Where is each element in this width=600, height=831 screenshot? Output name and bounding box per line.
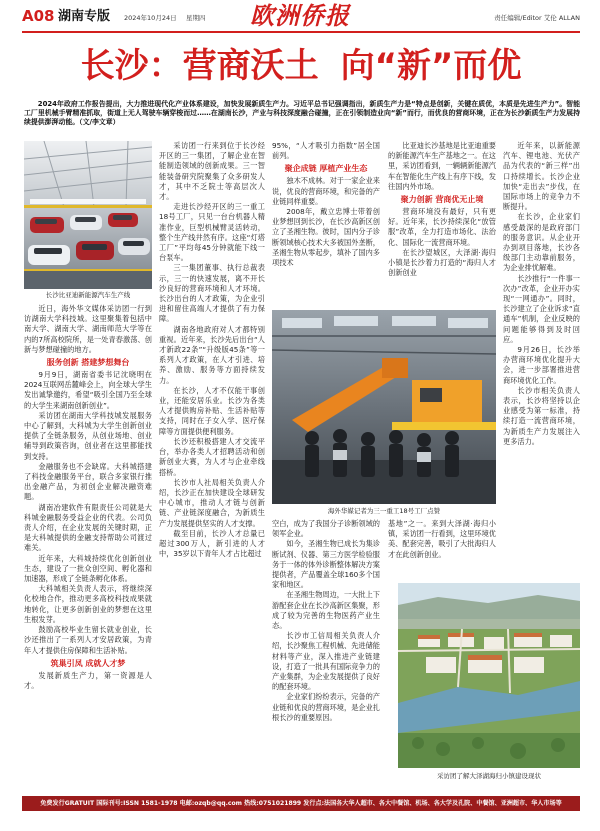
article-paragraph: 长沙市工信局相关负责人介绍，长沙聚焦工程机械、先进储能材料等产业，深入推进产业链建设，打造了一批具有国际竞争力的产业集群，为企业发展提供了良好的配套环境。 <box>272 631 380 692</box>
section-subheading: 筑巢引凤 成就人才梦 <box>50 658 126 668</box>
article-paragraph: 截至目前，长沙人才总量已超过300万人，新引进的人才中，35岁以下青年人才占比超过 <box>159 528 265 559</box>
article-column-2 <box>159 141 265 792</box>
headline-main: 长沙：营商沃土 <box>80 46 319 86</box>
headline-sub: 向“新”而优 <box>340 46 522 86</box>
article-paragraph: 9月26日，长沙举办营商环境优化提升大会，进一步部署推进营商环境优化工作。 <box>503 345 580 385</box>
article-paragraph: 近日，海外华文媒体采访团一行到访湖南大学科技城。这里聚集着包括中南大学、湖南大学、湖南师范大学等在内的7所高校院所，是一处青春激荡、创新与梦想碰撞的地方。 <box>24 304 152 354</box>
section-name: 湖南专版 <box>58 9 111 24</box>
article-paragraph: 采访团在湖南大学科技城发展服务中心了解到，大科城为大学生创新创业提供了全链条服务，从创业场地、创业辅导到政策咨询，创业者在这里都能找到支持。 <box>24 410 152 461</box>
article-column-3-top <box>272 141 380 306</box>
factory-visit-image <box>272 310 496 504</box>
article-paragraph: 基地”之一。来到大泽湖·海归小镇，采访团一行看到，这里环境优美、配套完善，吸引了大批海归人才在此创新创业。 <box>388 519 496 559</box>
article-paragraph: 企业家们纷纷表示，完备的产业链和优良的营商环境，是企业扎根长沙的重要原因。 <box>272 692 380 722</box>
section-subheading: 服务创新 搭建梦想舞台 <box>46 358 130 368</box>
factory-line-image <box>24 141 152 289</box>
article-paragraph: 在长沙，企业家们感受最深的是政府部门的服务意识。从企业开办到项目落地，长沙各级部门主动靠前服务，为企业排忧解难。 <box>503 212 580 273</box>
photo-caption: 采访团了解大泽湖海归小镇建设现状 <box>437 772 541 780</box>
article-paragraph: 湖南各地政府对人才都特别重视。近年来，长沙先后出台“人才新政22条”“升级版45条”等一系列人才政策，在人才引进、培养、激励、服务等方面持续发力。 <box>159 324 265 385</box>
article-paragraph: 如今，圣湘生物已成长为集诊断试剂、仪器、第三方医学检验服务于一体的体外诊断整体解决方案提供者，产品覆盖全球160多个国家和地区。 <box>272 539 380 590</box>
article-column-3-bottom <box>272 519 380 792</box>
article-paragraph: 长沙市相关负责人表示，长沙将坚持以企业感受为第一标准，持续打造一流营商环境，为新质生产力发展注入更多活力。 <box>503 385 580 446</box>
photo-dazehu-town <box>398 583 580 768</box>
article-paragraph: 2008年，戴立忠博士带着创业梦想回到长沙，在长沙高新区创立了圣湘生物。彼时，国内分子诊断领域核心技术大多被国外垄断，圣湘生物从零起步，填补了国内多项技术 <box>272 207 380 268</box>
article-paragraph: 9月9日，湖南省委书记沈晓明在2024互联网岳麓峰会上，向全球大学生发出诚挚邀约，希望“吸引全国乃至全球的大学生来湖南创新创业”。 <box>24 370 152 410</box>
article-paragraph: 发展新质生产力，第一资源是人才。 <box>24 670 152 690</box>
article-paragraph: 采访团一行来到位于长沙经开区的三一集团，了解企业在智能制造领域的创新成果。三一智能装备研究院聚集了众多研发人才，其中不乏院士等高层次人才。 <box>159 141 265 202</box>
article-column-4-top <box>388 141 496 306</box>
section-subheading: 聚力创新 营商优无止境 <box>400 195 484 205</box>
article-column-1 <box>24 304 152 792</box>
article-paragraph: 独木不成林。对于一家企业来说，优良的营商环境，和完备的产业链同样重要。 <box>272 176 380 206</box>
page-number: A08 <box>22 7 55 25</box>
issue-date: 2024年10月24日 <box>124 14 177 22</box>
article-paragraph: 在长沙望城区，大泽湖·海归小镇是长沙着力打造的“海归人才创新创业 <box>388 247 496 278</box>
photo-caption: 长沙比亚迪新能源汽车生产线 <box>45 291 131 299</box>
article-paragraph: 95%，“人才吸引力指数”居全国前列。 <box>272 141 380 161</box>
article-paragraph: 长沙还积极搭建人才交流平台，举办各类人才招聘活动和创新创业大赛，为人才与企业牵线搭桥。 <box>159 436 265 477</box>
editor-credit: 责任编辑/Editor 艾伦 ALLAN <box>494 14 580 22</box>
issue-weekday: 星期四 <box>186 14 206 22</box>
article-paragraph: 长沙推行“一件事一次办”改革，企业开办实现“一网通办”。同时，长沙建立了企业诉求“直通车”机制，企业反映的问题能够得到及时回应。 <box>503 273 580 344</box>
newspaper-logo: 欧洲侨报 <box>250 1 350 30</box>
article-paragraph: 湖南冶建软件有限责任公司就是大科城金融服务受益企业的代表。公司负责人介绍，在企业发展的关键时期，正是大科城提供的金融支持帮助公司渡过难关。 <box>24 502 152 553</box>
article-paragraph: 鼓励高校毕业生留长就业创业，长沙还推出了一系列人才安居政策，为青年人才提供住房保障和生活补贴。 <box>24 625 152 655</box>
photo-byd-production-line <box>24 141 152 289</box>
footer-publication-info: 免费发行GRATUIT 国际刊号:ISSN 1581-1978 电邮:ozqb@qq.com 热线:0751021899 发行点:法国各大华人超市、各大中餐馆、机场、各大学及孔院、中餐馆、亚洲超市、华人市场等 <box>22 796 580 811</box>
article-paragraph: 空白，成为了我国分子诊断领域的领军企业。 <box>272 519 380 539</box>
article-paragraph: 在圣湘生物周边，一大批上下游配套企业在长沙高新区集聚，形成了较为完善的生物医药产业生态。 <box>272 590 380 631</box>
article-paragraph: 大科城相关负责人表示，将继续深化校地合作，推动更多高校科技成果就地转化，让更多创新创业的梦想在这里生根发芽。 <box>24 584 152 624</box>
article-paragraph: 近年来，以新能源汽车、锂电池、光伏产品为代表的“新三样”出口持续增长。长沙企业加快“走出去”步伐，在国际市场上的竞争力不断提升。 <box>503 141 580 212</box>
aerial-town-image <box>398 583 580 768</box>
article-paragraph: 营商环境没有最好，只有更好。近年来，长沙持续深化“放管服”改革，全力打造市场化、法治化、国际化一流营商环境。 <box>388 207 496 247</box>
article-paragraph: 比亚迪长沙基地是比亚迪重要的新能源汽车生产基地之一。在这里，采访团看到，一辆辆新能源汽车在智能化生产线上有序下线，发往国内外市场。 <box>388 141 496 191</box>
section-subheading: 聚企成链 厚植产业生态 <box>284 164 368 174</box>
photo-caption: 海外华媒记者为三一重工18号工厂点赞 <box>327 507 441 515</box>
article-paragraph: 长沙市人社局相关负责人介绍，长沙正在加快建设全球研发中心城市，推动人才链与创新链、产业链深度融合，为新质生产力发展提供坚实的人才支撑。 <box>159 477 265 528</box>
article-paragraph: 三一集团董事、执行总裁表示，三一的快速发展，离不开长沙良好的营商环境和人才环境。长沙出台的人才政策，为企业引进和留住高端人才提供了有力保障。 <box>159 263 265 324</box>
article-paragraph: 金融服务也不会缺席。大科城搭建了科技金融服务平台，联合多家银行推出金融产品，为初创企业解决融资难题。 <box>24 461 152 502</box>
article-paragraph: 走进长沙经开区的三一重工18号工厂，只见一台台机器人精准作业，巨型机械臂灵活转动，整个生产线井然有序。这座“灯塔工厂”平均每45分钟就能下线一台泵车。 <box>159 202 265 263</box>
photo-sany-factory <box>272 310 496 504</box>
lead-paragraph: 2024年政府工作报告提出，大力推进现代化产业体系建设，加快发展新质生产力。习近平总书记强调指出，新质生产力是“特点是创新，关键在质优，本质是先进生产力”。智能工厂里机械手臂精准抓取，街道上无人驾驶车辆穿梭而过……在湖南长沙，产业与科技深度融合碰撞，正在引领制造业向“新”而行，而优良的营商环境，正在为长沙新质生产力发展持续提供澎湃动能。（文/李文章） <box>24 100 580 126</box>
headline <box>22 40 580 92</box>
article-paragraph: 在长沙，人才不仅能干事创业，还能安居乐业。长沙为各类人才提供购房补贴、生活补贴等支持，同时在子女入学、医疗保障等方面提供便利服务。 <box>159 385 265 436</box>
article-column-4-bottom <box>388 519 496 578</box>
header-rule <box>22 31 580 33</box>
article-column-5 <box>503 141 580 577</box>
article-paragraph: 近年来，大科城持续优化创新创业生态，建设了一批众创空间、孵化器和加速器，形成了全链条孵化体系。 <box>24 553 152 584</box>
